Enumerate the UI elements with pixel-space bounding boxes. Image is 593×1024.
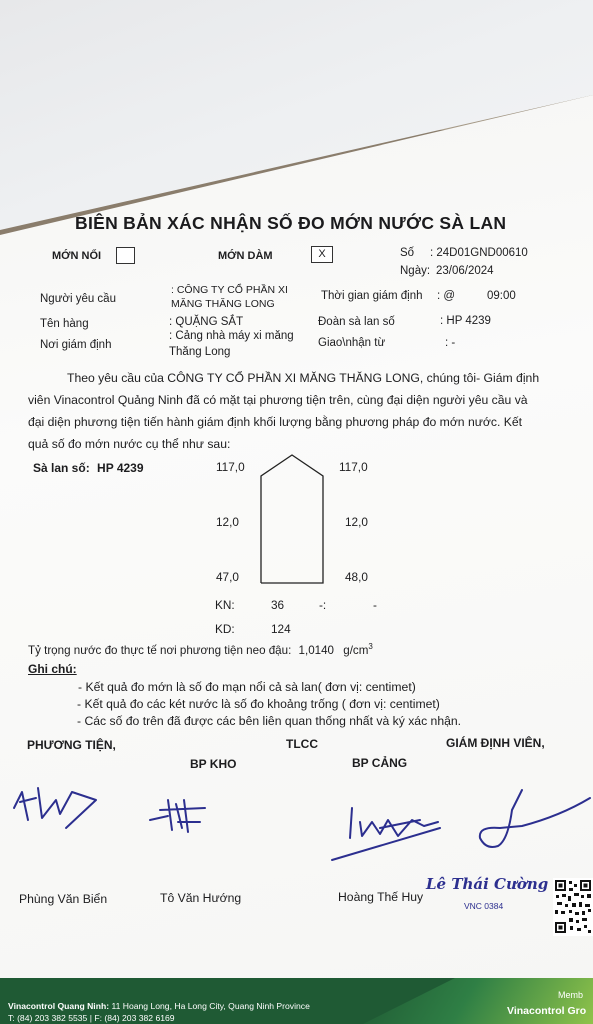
document-title: BIÊN BẢN XÁC NHẬN SỐ ĐO MỚN NƯỚC SÀ LAN — [75, 213, 507, 233]
thoi-gian-value: 09:00 — [487, 290, 516, 302]
note-item-3: - Các số đo trên đã được các bên liên quan thống nhất và ký xác nhận. — [77, 714, 462, 728]
sig-bp-cang: BP CẢNG — [352, 756, 408, 770]
name-bp-kho: Tô Văn Hướng — [160, 891, 242, 905]
giao-nhan-label: Giao\nhận từ — [318, 337, 386, 349]
footer-group: Vinacontrol Gro — [507, 1005, 587, 1017]
doan-sa-lan-label: Đoàn sà lan số — [318, 316, 395, 328]
density-line — [28, 642, 373, 657]
density-text: Tỷ trọng nước đo thực tế nơi phương tiện neo đậu: — [28, 643, 292, 657]
kd-label: KD: — [215, 622, 235, 636]
footer-phones: T: (84) 203 382 5535 | F: (84) 203 382 6169 — [8, 1013, 175, 1023]
inspector-stamp-code: VNC 0384 — [464, 901, 504, 911]
ngay-label: Ngày: — [400, 265, 431, 277]
footer-decoration — [363, 978, 593, 1024]
thoi-gian-label: Thời gian giám định — [321, 290, 423, 302]
nguoi-yeu-cau-line2: MĂNG THĂNG LONG — [171, 298, 275, 310]
density-unit: g/cm — [343, 643, 369, 657]
barge-number: HP 4239 — [97, 461, 144, 475]
name-bp-cang: Hoàng Thế Huy — [338, 890, 424, 904]
intro-line-2: viên Vinacontrol Quảng Ninh đã có mặt tại phương tiện trên, cùng đại diện người yêu cầu và — [28, 393, 528, 407]
noi-giam-dinh-line2: Thăng Long — [169, 346, 231, 358]
doan-sa-lan-value: : HP 4239 — [440, 315, 491, 327]
so-label: Số — [400, 247, 415, 259]
mon-dam-checkbox: X — [311, 246, 333, 263]
notes-title: Ghi chú: — [28, 662, 77, 676]
kd-value: 124 — [271, 622, 291, 636]
sig-phuong-tien: PHƯƠNG TIỆN, — [27, 738, 116, 752]
ngay-value: 23/06/2024 — [436, 265, 494, 277]
draft-right-bottom: 48,0 — [345, 570, 368, 584]
intro-line-3: đại diện phương tiện tiến hành giám định khối lượng bằng phương pháp đo mớn nước. Kết — [28, 415, 523, 429]
noi-giam-dinh-label: Nơi giám định — [40, 339, 112, 351]
kn-value: 36 — [271, 598, 285, 612]
giao-nhan-value: : - — [445, 337, 456, 349]
thoi-gian-at: : @ — [437, 290, 456, 302]
ten-hang-label: Tên hàng — [40, 318, 89, 330]
barge-label-text: Sà lan số: — [33, 461, 90, 475]
footer-bar — [0, 978, 593, 1024]
noi-giam-dinh-line1: : Cảng nhà máy xi măng — [169, 330, 294, 342]
draft-left-top: 117,0 — [216, 460, 245, 474]
nguoi-yeu-cau-line1: : CÔNG TY CỔ PHẦN XI — [171, 284, 288, 296]
name-phuong-tien: Phùng Văn Biển — [19, 892, 108, 906]
draft-right-top: 117,0 — [339, 460, 368, 474]
nguoi-yeu-cau-label: Người yêu cầu — [40, 293, 116, 305]
signature-4-icon — [480, 790, 590, 847]
sig-bp-kho: BP KHO — [190, 757, 237, 771]
mon-dam-label: MỚN DÀM — [218, 250, 273, 262]
footer-address — [8, 1001, 310, 1011]
signature-1-icon — [14, 788, 96, 828]
note-item-1: - Kết quả đo mớn là số đo mạn nổi cả sà lan( đơn vị: centimet) — [78, 680, 416, 694]
signature-2-icon — [150, 800, 205, 832]
density-unit-sup: 3 — [368, 642, 373, 651]
footer-address-text: 11 Hoang Long, Ha Long City, Quang Ninh Province — [109, 1001, 310, 1011]
sig-tlcc: TLCC — [286, 737, 318, 751]
mon-noi-checkbox — [116, 247, 135, 264]
kn-dash: - — [373, 598, 377, 612]
draft-left-mid: 12,0 — [216, 515, 239, 529]
footer-company: Vinacontrol Quang Ninh: — [8, 1001, 110, 1011]
barge-label — [33, 461, 144, 475]
sig-giam-dinh-vien: GIÁM ĐỊNH VIÊN, — [446, 736, 545, 750]
kn-separator: -: — [319, 598, 327, 612]
qr-code-icon — [553, 878, 593, 936]
inspector-stamp-name: Lê Thái Cường — [426, 875, 549, 893]
barge-diagram-icon — [255, 452, 330, 586]
kn-label: KN: — [215, 598, 235, 612]
draft-left-bottom: 47,0 — [216, 570, 239, 584]
so-value: : 24D01GND00610 — [430, 247, 528, 259]
ten-hang-value: : QUẶNG SẮT — [169, 316, 244, 328]
draft-right-mid: 12,0 — [345, 515, 368, 529]
footer-member: Memb — [558, 990, 584, 1000]
intro-line-1: Theo yêu cầu của CÔNG TY CỔ PHẦN XI MĂNG THĂNG LONG, chúng tôi- Giám định — [67, 371, 540, 385]
mon-noi-label: MỚN NỔI — [52, 250, 102, 262]
density-value: 1,0140 — [298, 643, 335, 657]
handwritten-signatures — [0, 770, 593, 870]
note-item-2: - Kết quả đo các két nước là số đo khoảng trống ( đơn vị: centimet) — [77, 697, 440, 711]
signature-3-icon — [332, 808, 440, 860]
intro-line-4: quả số đo mớn nước cụ thể như sau: — [28, 437, 231, 451]
